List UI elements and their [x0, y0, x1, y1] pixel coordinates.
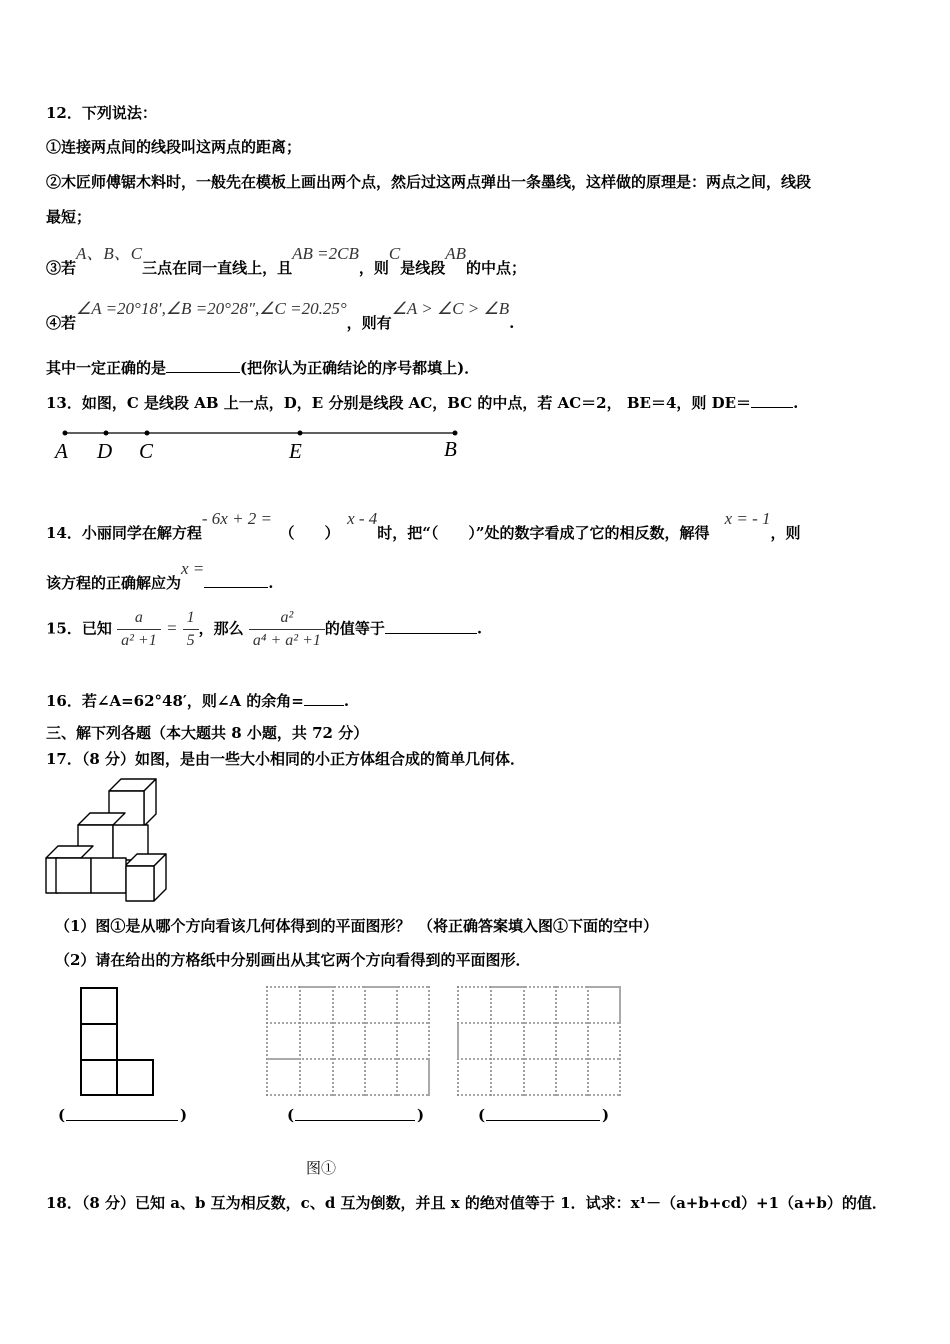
q12-statement-2a: ②木匠师傅锯木料时，一般先在模板上画出两个点，然后过这两点弹出一条墨线，这样做的原理是：两点之间，线段 [46, 173, 812, 191]
q17-grid-paper-2[interactable] [455, 984, 625, 1098]
q15-line: 15．已知 $\frac{a}{\text{a² +1}}$ = $\frac{1}{5}$ ，那么 $\frac{\text{a²}}{\text{a⁴ + a² +1}}$ 的值等于 . [46, 607, 482, 652]
view-square [81, 1024, 117, 1060]
q12-statement-1: ①连接两点间的线段叫这两点的距离； [46, 138, 302, 156]
q12-answer-blank[interactable] [166, 358, 240, 373]
q16-line: 16．若∠A=62°48′，则∠A 的余角= . [46, 692, 350, 710]
point-b [453, 431, 458, 436]
point-d [104, 431, 109, 436]
q12-statement-3: ③若A、B、C三点在同一直线上，且AB =2CB，则C是线段AB的中点； [46, 244, 527, 277]
view-square [81, 1060, 117, 1095]
q15-answer-blank[interactable] [385, 619, 477, 634]
label-c: C [139, 439, 154, 463]
label-a: A [55, 439, 68, 463]
label-d: D [97, 439, 113, 463]
q15-fraction-3: $\frac{\text{a²}}{\text{a⁴ + a² +1}}$ [249, 607, 325, 652]
q14-line-1: 14．小丽同学在解方程- 6x + 2 = （ ） x - 4时，把“（ ）”处的数字看成了它的相反数，解得 x = - 1，则 [46, 509, 801, 542]
q17-answer-blank-2[interactable] [295, 1106, 415, 1121]
q12-answer-line: 其中一定正确的是 (把你认为正确结论的序号都填上)． [46, 359, 480, 377]
answer-paren-right: ) [180, 1106, 188, 1124]
q18-text: 18．（8 分）已知 a、b 互为相反数，c、d 互为倒数，并且 x 的绝对值等于 1．试求：x¹－（a+b+cd）+1（a+b）的值． [46, 1194, 887, 1212]
q14-line-2: 该方程的正确解应为x =. [46, 559, 274, 592]
q16-answer-blank[interactable] [304, 691, 344, 706]
q15-fraction-1: $\frac{a}{\text{a² +1}}$ [117, 607, 161, 652]
point-a [63, 431, 68, 436]
label-b: B [444, 437, 457, 461]
figure-caption: 图① [306, 1159, 337, 1177]
q17-view-drawing [78, 986, 158, 1098]
view-square [117, 1060, 153, 1095]
point-e [298, 431, 303, 436]
answer-paren-left: ( [478, 1106, 486, 1124]
q15-fraction-2: $\frac{1}{5}$ [183, 607, 199, 652]
q17-cube-figure [44, 778, 170, 904]
q17-part-1: （1）图①是从哪个方向看该几何体得到的平面图形？ （将正确答案填入图①下面的空中） [55, 917, 658, 935]
answer-paren-left: ( [58, 1106, 66, 1124]
point-c [145, 431, 150, 436]
q17-part-2: （2）请在给出的方格纸中分别画出从其它两个方向看得到的平面图形． [55, 951, 531, 969]
cube-front-face [91, 858, 126, 893]
q12-title: 12．下列说法： [46, 104, 157, 122]
q17-answer-blank-1[interactable] [66, 1106, 178, 1121]
q17-answer-blank-3[interactable] [486, 1106, 600, 1121]
view-square [81, 988, 117, 1024]
section-3-heading: 三、解下列各题（本大题共 8 小题，共 72 分） [46, 724, 369, 742]
label-e: E [289, 439, 302, 463]
q14-answer-blank[interactable] [204, 573, 268, 588]
q12-statement-2b: 最短； [46, 208, 92, 226]
answer-paren-left: ( [287, 1106, 295, 1124]
q13-answer-blank[interactable] [751, 393, 793, 408]
cube-front-face [56, 858, 91, 893]
q17-grid-paper-1[interactable] [264, 984, 434, 1098]
q13-segment-figure [55, 424, 465, 444]
q17-title: 17．（8 分）如图，是由一些大小相同的小正方体组合成的简单几何体． [46, 750, 526, 768]
q13-text: 13．如图，C 是线段 AB 上一点，D，E 分别是线段 AC，BC 的中点，若 AC＝2， BE＝4，则 DE＝ . [46, 394, 799, 412]
cube-front-face [126, 866, 154, 901]
answer-paren-right: ) [417, 1106, 425, 1124]
answer-paren-right: ) [602, 1106, 610, 1124]
q12-statement-4: ④若∠A =20°18′,∠B =20°28″,∠C =20.25°，则有∠A > ∠C > ∠B. [46, 299, 515, 332]
